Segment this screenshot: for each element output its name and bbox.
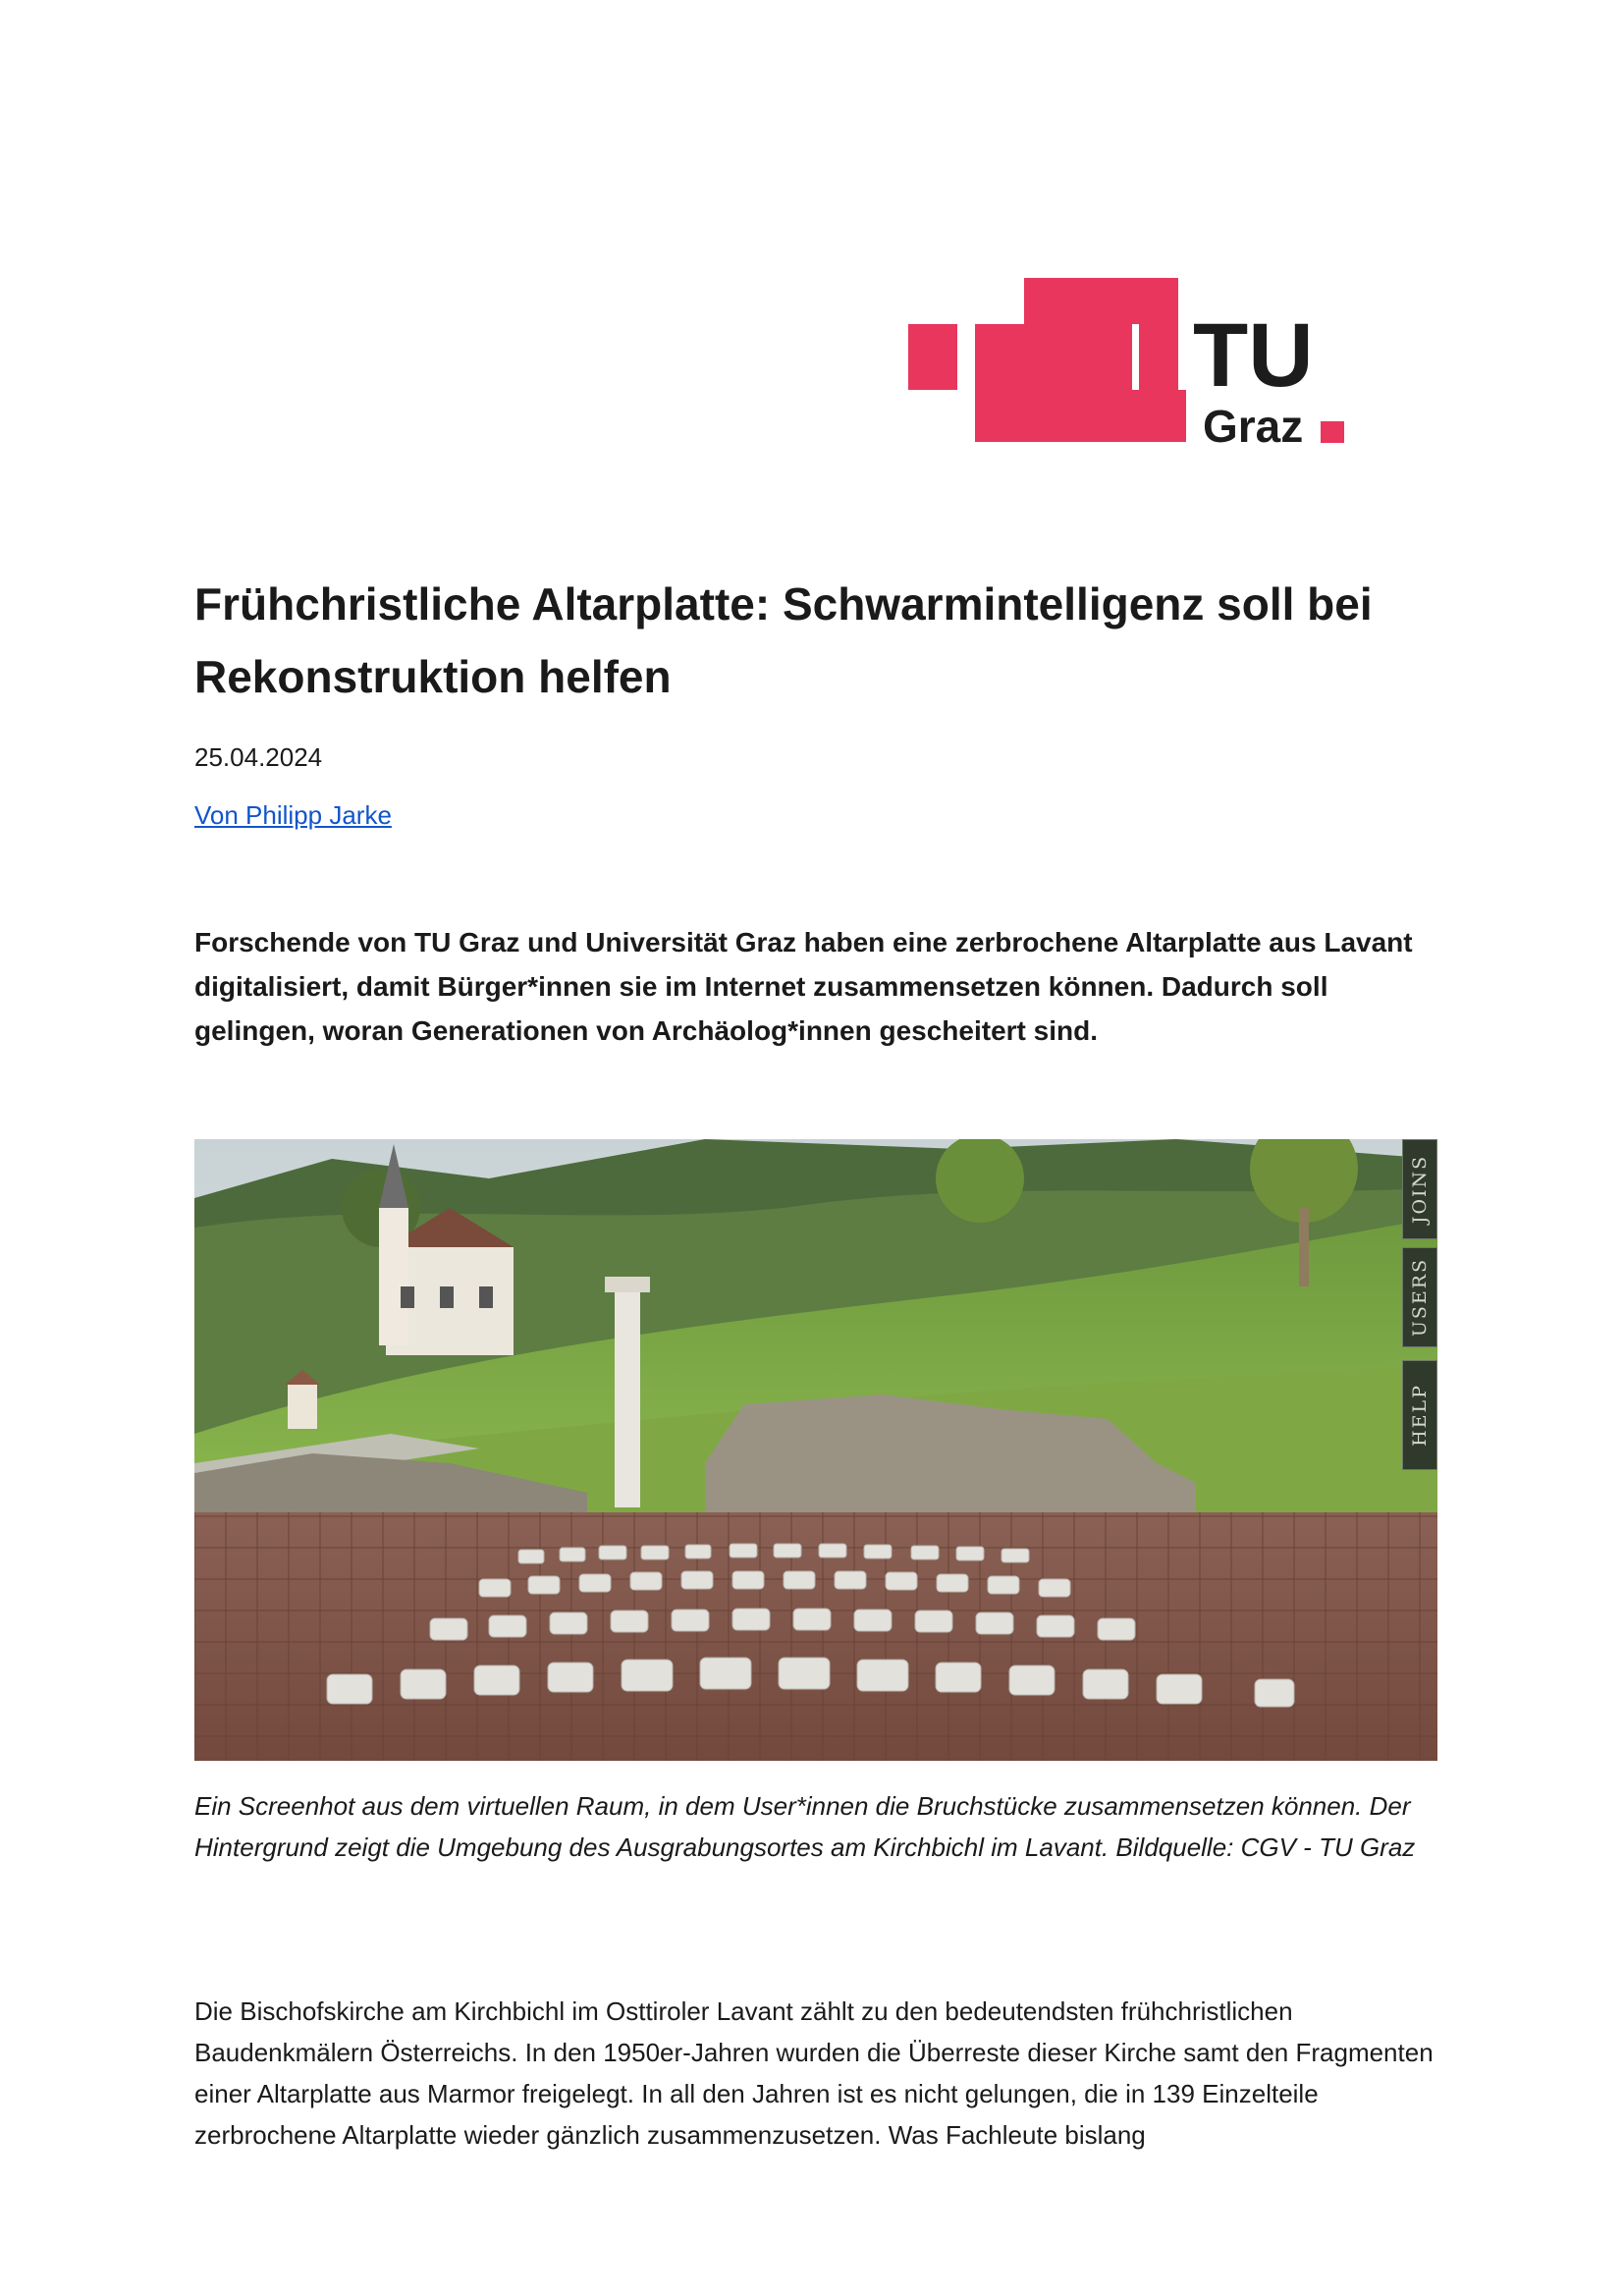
article-date: 25.04.2024 [194, 742, 323, 772]
article-body: Die Bischofskirche am Kirchbichl im Osttiroler Lavant zählt zu den bedeutendsten frühchristlichen Baudenkmälern Österreichs. In den 1950er-Jahren wurden die Überreste dieser Kirche samt den Fragmenten einer Altarplatte aus Marmor freigelegt. In all den Jahren ist es nicht gelungen, die in 139 Einzelteile zerbrochene Altarplatte wieder gänzlich zusammenzusetzen. Was Fachleute bislang [194, 1996, 1434, 2150]
image-caption: Ein Screenhot aus dem virtuellen Raum, in dem User*innen die Bruchstücke zusammensetzen können. Der Hintergrund zeigt die Umgebung des Ausgrabungsortes am Kirchbichl im Lavant. Bildquelle: CGV - TU Graz [194, 1791, 1416, 1862]
logo-graz-text: Graz [1203, 401, 1304, 445]
image-tab-help[interactable] [1402, 1360, 1437, 1470]
logo-tu-text: TU [1193, 305, 1314, 406]
article-title: Frühchristliche Altarplatte: Schwarmintelligenz soll bei Rekonstruktion helfen [194, 578, 1373, 702]
image-tab-users[interactable] [1402, 1247, 1437, 1347]
image-tab-users-label: USERS [1409, 1257, 1432, 1338]
image-tab-help-label: HELP [1409, 1384, 1431, 1447]
image-tab-joins-label: JOINS [1409, 1154, 1431, 1225]
article-image [194, 1139, 1437, 1761]
tu-graz-logo [908, 278, 1350, 445]
article-lead: Forschende von TU Graz und Universität Graz haben eine zerbrochene Altarplatte aus Lavant digitalisiert, damit Bürger*innen sie im Internet zusammensetzen können. Dadurch soll gelingen, woran Generationen von Archäolog*innen gescheitert sind. [194, 927, 1413, 1046]
author-link[interactable]: Von Philipp Jarke [194, 800, 392, 830]
image-tab-joins[interactable] [1402, 1139, 1437, 1239]
